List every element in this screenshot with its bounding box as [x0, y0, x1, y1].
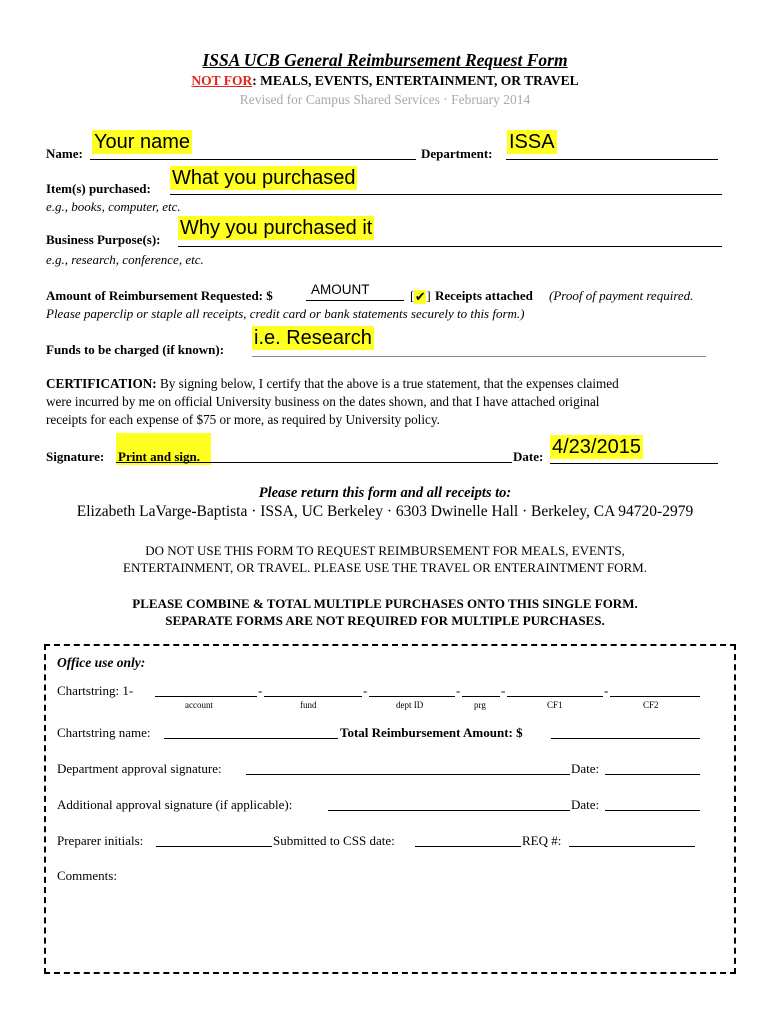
additional-approval-date-line[interactable] [605, 810, 700, 811]
items-field[interactable]: What you purchased [172, 167, 356, 189]
chartstring-account-line[interactable] [155, 696, 257, 697]
preparer-line[interactable] [156, 846, 272, 847]
chartstring-dept-line[interactable] [369, 696, 455, 697]
receipts-note: (Proof of payment required. [549, 288, 694, 303]
office-heading: Office use only: [57, 655, 146, 670]
items-hint: e.g., books, computer, etc. [46, 199, 181, 214]
chartstring-label: Chartstring: 1- [57, 683, 134, 698]
checkmark-icon: ✔ [414, 289, 426, 305]
return-heading: Please return this form and all receipts to: [258, 485, 512, 501]
department-line [506, 159, 718, 160]
chartstring-cf2-line[interactable] [610, 696, 700, 697]
chartstring-dash-4: - [501, 683, 506, 698]
preparer-label: Preparer initials: [57, 833, 144, 848]
amount-line [306, 300, 404, 301]
chartstring-prg-line[interactable] [462, 696, 500, 697]
dept-approval-date-label: Date: [571, 761, 600, 776]
chartstring-dash-3: - [456, 683, 461, 698]
items-line [170, 194, 722, 195]
date-field[interactable]: 4/23/2015 [552, 436, 641, 458]
return-address: Elizabeth LaVarge-Baptista · ISSA, UC Berkeley · 6303 Dwinelle Hall · Berkeley, CA 94720-2979 [76, 503, 694, 520]
chartstring-dash-5: - [604, 683, 609, 698]
additional-approval-line[interactable] [328, 810, 570, 811]
certification-text-3: receipts for each expense of $75 or more, as required by University policy. [46, 412, 440, 427]
chartstring-fund-line[interactable] [264, 696, 362, 697]
funds-line [252, 356, 706, 357]
submitted-line[interactable] [415, 846, 521, 847]
not-for-rest: : MEALS, EVENTS, ENTERTAINMENT, OR TRAVEL [252, 73, 579, 88]
notice-combine-line2: SEPARATE FORMS ARE NOT REQUIRED FOR MULTIPLE PURCHASES. [165, 613, 605, 628]
comments-label: Comments: [57, 868, 117, 883]
amount-label: Amount of Reimbursement Requested: $ [46, 288, 273, 303]
chartstring-cf1-line[interactable] [507, 696, 603, 697]
amount-field[interactable]: AMOUNT [311, 282, 370, 297]
notice-no-meals [0, 542, 770, 576]
name-label: Name: [46, 146, 83, 161]
checkbox-close: ] [426, 288, 431, 303]
notice-no-meals-line1: DO NOT USE THIS FORM TO REQUEST REIMBURSEMENT FOR MEALS, EVENTS, [145, 543, 625, 558]
date-line [550, 463, 718, 464]
chartstring-name-line[interactable] [164, 738, 338, 739]
items-label: Item(s) purchased: [46, 181, 151, 196]
signature-label: Signature: [46, 449, 105, 464]
req-label: REQ #: [522, 833, 562, 848]
sub-label-fund: fund [300, 700, 317, 710]
req-line[interactable] [569, 846, 695, 847]
name-line [90, 159, 416, 160]
department-label: Department: [421, 146, 493, 161]
chartstring-name-label: Chartstring name: [57, 725, 151, 740]
sub-label-cf1: CF1 [547, 700, 563, 710]
receipts-note-line2: Please paperclip or staple all receipts, credit card or bank statements securely to this form.) [46, 306, 525, 321]
notice-combine-line1: PLEASE COMBINE & TOTAL MULTIPLE PURCHASES ONTO THIS SINGLE FORM. [132, 596, 638, 611]
receipts-label: Receipts attached [435, 288, 533, 303]
notice-no-meals-line2: ENTERTAINMENT, OR TRAVEL. PLEASE USE THE TRAVEL OR ENTERAINTMENT FORM. [123, 560, 647, 575]
total-amount-line[interactable] [551, 738, 700, 739]
purpose-hint: e.g., research, conference, etc. [46, 252, 204, 267]
additional-approval-date-label: Date: [571, 797, 600, 812]
certification-heading: CERTIFICATION: [46, 376, 157, 391]
additional-approval-label: Additional approval signature (if applicable): [57, 797, 293, 812]
chartstring-dash-2: - [363, 683, 368, 698]
form-title: ISSA UCB General Reimbursement Request Form [202, 50, 568, 70]
dept-approval-line[interactable] [246, 774, 570, 775]
dept-approval-label: Department approval signature: [57, 761, 222, 776]
date-label: Date: [513, 449, 544, 464]
funds-field[interactable]: i.e. Research [254, 327, 372, 349]
purpose-line [178, 246, 722, 247]
receipts-checkbox[interactable] [410, 288, 431, 304]
sub-label-account: account [185, 700, 213, 710]
sub-label-dept-id: dept ID [396, 700, 424, 710]
chartstring-dash-1: - [258, 683, 263, 698]
funds-label: Funds to be charged (if known): [46, 342, 225, 357]
certification-text-1: By signing below, I certify that the above is a true statement, that the expenses claimed [156, 376, 619, 391]
signature-field[interactable]: Print and sign. [118, 449, 200, 464]
revision-note: Revised for Campus Shared Services · February 2014 [239, 92, 531, 107]
certification-block [46, 375, 736, 429]
purpose-field[interactable]: Why you purchased it [180, 217, 373, 239]
not-for-label: NOT FOR [191, 73, 253, 88]
not-for-notice [0, 73, 770, 89]
sub-label-cf2: CF2 [643, 700, 659, 710]
sub-label-prg: prg [474, 700, 486, 710]
notice-combine [0, 595, 770, 629]
checkbox-open: [ [410, 288, 415, 303]
name-field[interactable]: Your name [94, 131, 190, 153]
submitted-label: Submitted to CSS date: [273, 833, 395, 848]
purpose-label: Business Purpose(s): [46, 232, 161, 247]
certification-text-2: were incurred by me on official University business on the dates shown, and that I have attached original [46, 394, 600, 409]
total-amount-label: Total Reimbursement Amount: $ [340, 725, 523, 740]
dept-approval-date-line[interactable] [605, 774, 700, 775]
department-field[interactable]: ISSA [509, 131, 555, 153]
